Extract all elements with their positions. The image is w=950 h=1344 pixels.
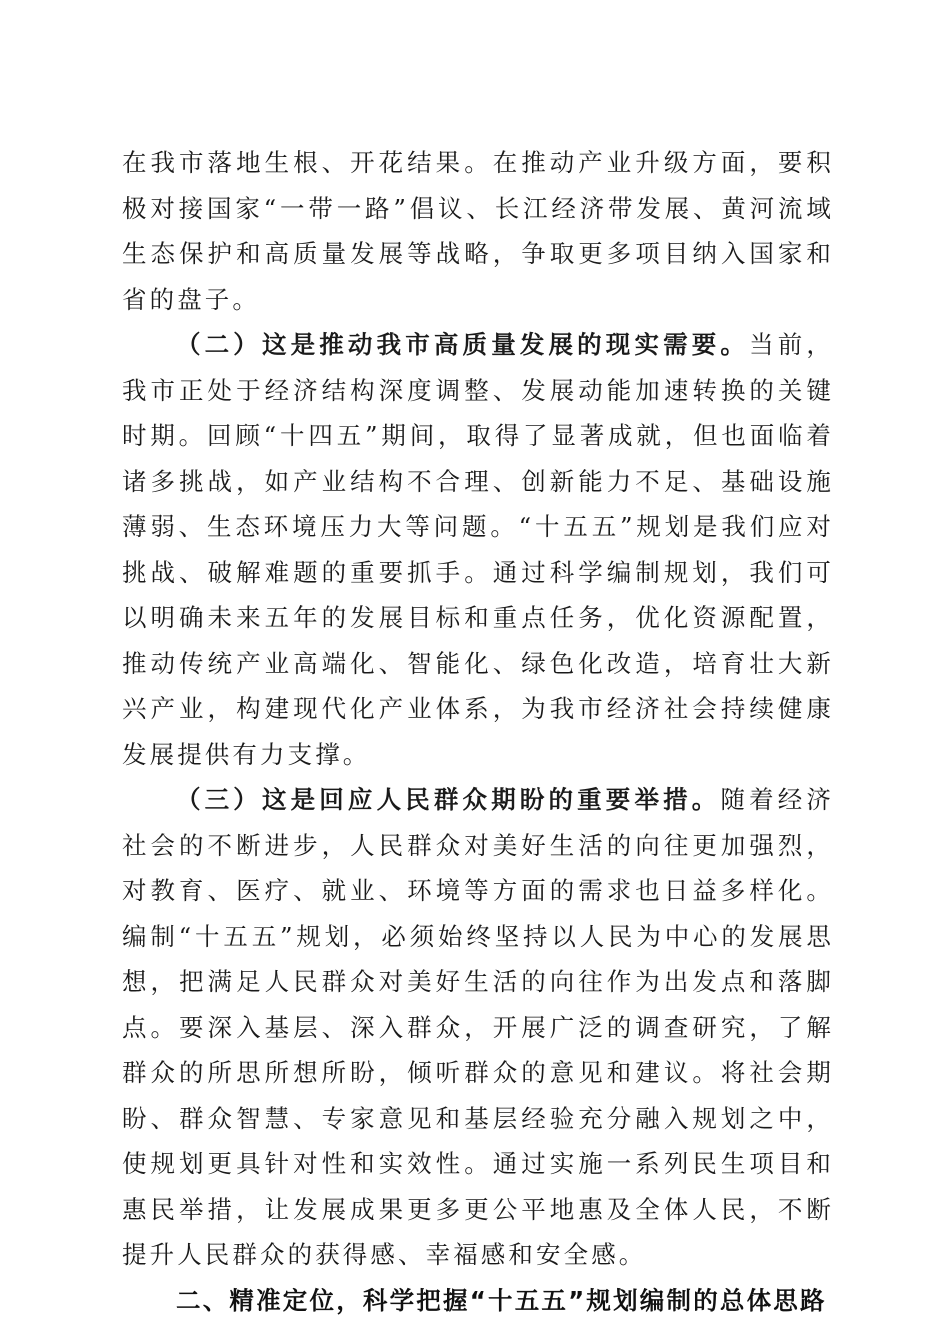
paragraph-text: 随着经济社会的不断进步，人民群众对美好生活的向往更加强烈，对教育、医疗、就业、环境等方面的需求也日益多样化。编制“十五五”规划，必须始终坚持以人民为中心的发展思想，把满足人民群众对美好生活的向往作为出发点和落脚点。要深入基层、深入群众，开展广泛的调查研究，了解群众的所思所想所盼，倾听群众的意见和建议。将社会期盼、群众智慧、专家意见和基层经验充分融入规划之中，使规划更具针对性和实效性。通过实施一系列民生项目和惠民举措，让发展成果更多更公平地惠及全体人民，不断提升人民群众的获得感、幸福感和安全感。 <box>122 785 834 1269</box>
paragraph-lead: （二）这是推动我市高质量发展的现实需要。 <box>176 330 750 359</box>
paragraph-lead: （三）这是回应人民群众期盼的重要举措。 <box>176 785 721 814</box>
paragraph-text: 在我市落地生根、开花结果。在推动产业升级方面，要积极对接国家“一带一路”倡议、长江经济带发展、黄河流域生态保护和高质量发展等战略，争取更多项目纳入国家和省的盘子。 <box>122 148 834 314</box>
paragraph-continuation <box>122 140 834 322</box>
section-heading: 二、精准定位，科学把握“十五五”规划编制的总体思路 <box>176 1285 827 1315</box>
paragraph-2 <box>122 322 834 777</box>
paragraph-text: 当前，我市正处于经济结构深度调整、发展动能加速转换的关键时期。回顾“十四五”期间，取得了显著成就，但也面临着诸多挑战，如产业结构不合理、创新能力不足、基础设施薄弱、生态环境压力大等问题。“十五五”规划是我们应对挑战、破解难题的重要抓手。通过科学编制规划，我们可以明确未来五年的发展目标和重点任务，优化资源配置，推动传统产业高端化、智能化、绿色化改造，培育壮大新兴产业，构建现代化产业体系，为我市经济社会持续健康发展提供有力支撑。 <box>122 330 834 769</box>
document-body <box>122 140 834 1323</box>
paragraph-3 <box>122 777 834 1278</box>
